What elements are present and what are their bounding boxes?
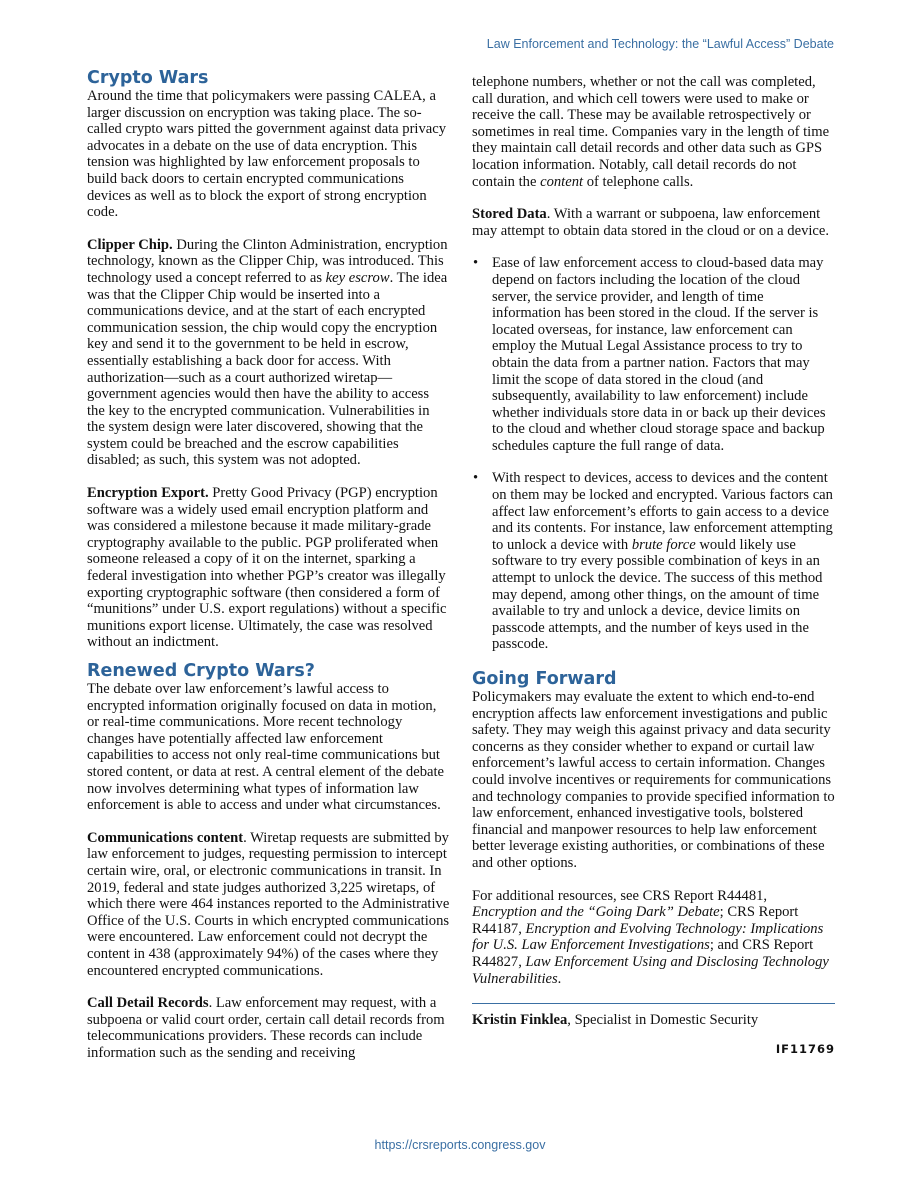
crypto-wars-paragraph: Around the time that policymakers were passing CALEA, a larger discussion on encryption was taking place. The so-called crypto wars pitted the government against data privacy advocates in a debate on the use of data encryption. This tension was highlighted by law enforcement proposals to build back doors to certain encrypted communications devices as well as to block the export of strong encryption code.	[87, 88, 447, 221]
communications-content-lead: Communications content	[87, 829, 244, 846]
heading-crypto-wars: Crypto Wars	[87, 68, 209, 88]
left-column	[87, 68, 450, 1077]
bullet-icon: •	[473, 255, 479, 272]
right-column	[472, 74, 835, 1057]
bullet-icon: •	[473, 470, 479, 487]
encryption-export-paragraph: Encryption Export. Pretty Good Privacy (PGP) encryption software was a widely used email encryption platform and was considered a milestone because it made military-grade cryptography available to the public. PGP proliferated when someone released a copy of it on the internet, sparking a federal investigation into whether PGP’s creator was illegally exporting cryptographic software (then considered a form of “munitions” under U.S. export regulations) without a specific munitions export license. Ultimately, the case was resolved without an indictment.	[87, 485, 447, 651]
footer-url-link[interactable]: https://crsreports.congress.gov	[374, 1138, 546, 1152]
call-detail-records-continued: telephone numbers, whether or not the call was completed, call duration, and which cell towers were used to make or receive the call. These may be available retrospectively or sometimes in real time. Companies vary in the length of time they maintain call detail records and other data such as GPS location information. Notably, call detail records do not contain the content of telephone calls.	[472, 74, 830, 190]
author-block	[472, 1003, 835, 1029]
heading-renewed-crypto-wars: Renewed Crypto Wars?	[87, 661, 315, 681]
encryption-export-lead: Encryption Export.	[87, 485, 209, 502]
additional-resources-paragraph: For additional resources, see CRS Report R44481, Encryption and the “Going Dark” Debate; CRS Report R44187, Encryption and Evolving Technology: Implications for U.S. Law Enforcement Investigations; and CRS Report R44827, Law Enforcement Using and Disclosing Technology Vulnerabilities.	[472, 887, 829, 987]
stored-data-bullet-list	[472, 255, 835, 653]
document-id: IF11769	[775, 1041, 835, 1056]
report-title-link: Encryption and Evolving Technology: Implications for U.S. Law Enforcement Investigations	[472, 920, 824, 954]
report-title-link: Law Enforcement Using and Disclosing Technology Vulnerabilities	[472, 953, 829, 987]
clipper-chip-lead: Clipper Chip.	[87, 236, 173, 253]
author-title: , Specialist in Domestic Security	[567, 1012, 759, 1029]
call-detail-records-paragraph: Call Detail Records. Law enforcement may request, with a subpoena or valid court order, certain call detail records from telecommunications providers. These records can include information such as the sending and receiving	[87, 995, 445, 1061]
running-header: Law Enforcement and Technology: the “Lawful Access” Debate	[486, 37, 834, 51]
list-item: • With respect to devices, access to devices and the content on them may be locked and encrypted. Various factors can affect law enforcement’s efforts to gain access to a device and its contents. For instance, law enforcement attempting to unlock a device with brute force would likely use software to try every possible combination of keys in an attempt to unlock the device. The success of this method may depend, among other things, on the amount of time available to try and unlock a device, device limits on passcode attempts, and the number of keys used in the passcode.	[473, 470, 833, 653]
renewed-crypto-wars-paragraph: The debate over law enforcement’s lawful access to encrypted information originally focused on data in motion, or real-time communications. More recent technology changes have potentially affected law enforcement capabilities to access not only real-time communications but stored content, or data at rest. A central element of the debate now involves determining what types of information law enforcement is able to access and under what circumstances.	[87, 681, 444, 814]
report-title-link: Encryption and the “Going Dark” Debate	[472, 904, 720, 921]
going-forward-paragraph: Policymakers may evaluate the extent to which end-to-end encryption affects law enforcement investigations and public safety. They may weigh this against privacy and data security concerns as they consider whether to expand or curtail law enforcement’s lawful access to certain information. Changes could involve incentives or requirements for communications and technology companies to provide specified information to law enforcement, enhanced investigative tools, bolstered financial and manpower resources to help law enforcement better leverage existing authorities, or combinations of these and other options.	[472, 689, 835, 871]
stored-data-lead: Stored Data	[472, 206, 547, 223]
call-detail-records-lead: Call Detail Records	[87, 995, 209, 1012]
clipper-chip-paragraph: Clipper Chip. During the Clinton Administration, encryption technology, known as the Clipper Chip, was introduced. This technology used a concept referred to as key escrow. The idea was that the Clipper Chip would be inserted into a communications device, and at the start of each encrypted communication session, the chip would copy the encryption key and send it to the government to be held in escrow, essentially establishing a back door for access. With authorization—such as a court authorized wiretap—government agencies would then have the ability to access the key to the encrypted communication. Vulnerabilities in the system design were later discovered, showing that the system could be breached and the escrow capabilities disabled; as such, this system was not adopted.	[87, 236, 448, 469]
list-item: • Ease of law enforcement access to cloud-based data may depend on factors including the location of the cloud server, the service provider, and length of time information has been stored in the cloud. If the server is located overseas, for instance, law enforcement can employ the Mutual Legal Assistance process to try to obtain the data from a partner nation. Factors that may limit the scope of data stored in the cloud (and subsequently, availability to law enforcement) include whether individuals store data in or back up their devices to the cloud and whether cloud storage space and backup schedules capture the full range of data.	[473, 255, 826, 454]
stored-data-paragraph: Stored Data. With a warrant or subpoena, law enforcement may attempt to obtain data stored in the cloud or on a device.	[472, 206, 830, 239]
communications-content-paragraph: Communications content. Wiretap requests are submitted by law enforcement to judges, requesting permission to intercept certain wire, oral, or electronic communications in transit. In 2019, federal and state judges authorized 3,225 wiretaps, of which there were 464 instances reported to the Administrative Office of the U.S. Courts in which encrypted communications were encountered. Law enforcement could not decrypt the content in 438 (approximately 94%) of the cases where they encountered encrypted communications.	[87, 829, 450, 979]
author-name: Kristin Finklea	[472, 1012, 568, 1029]
heading-going-forward: Going Forward	[472, 669, 617, 689]
